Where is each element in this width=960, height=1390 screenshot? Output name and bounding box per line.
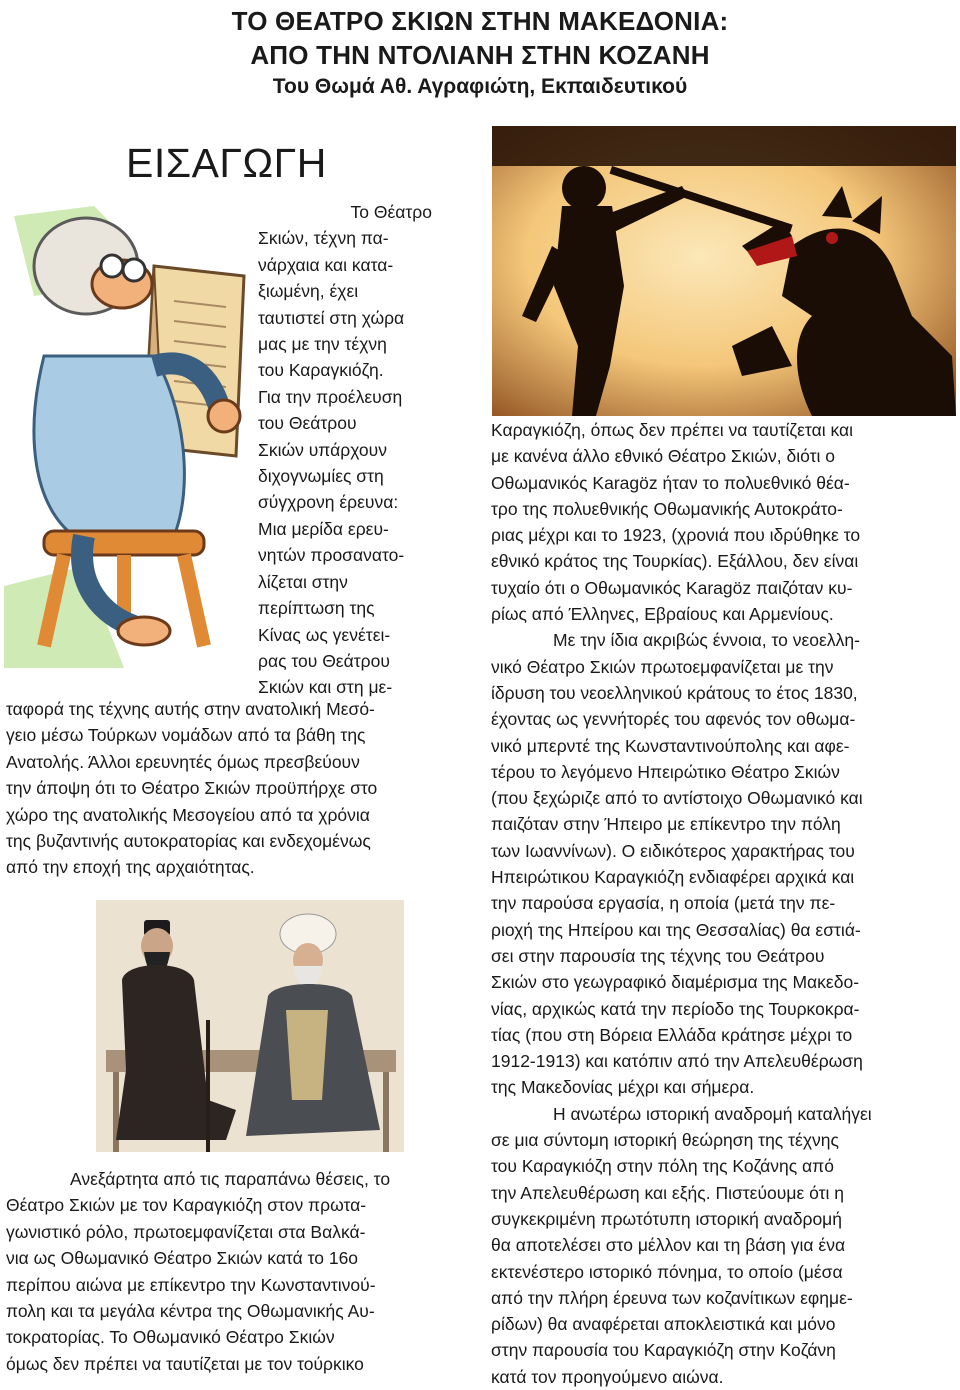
text-line: ρίδων) θα αναφέρεται αποκλειστικά και μόνο: [491, 1314, 836, 1335]
text-line: κατά τον προηγούμενο αιώνα.: [491, 1366, 724, 1387]
karagiozis-reading-illustration: [4, 206, 264, 668]
text-line: έχοντας ως γεννήτορές του αφενός τον οθωμα-: [491, 709, 856, 730]
text-line: της βυζαντινής αυτοκρατορίας και ενδεχομένως: [6, 831, 371, 852]
text-line: χώρο της ανατολικής Μεσογείου από τα χρόνια: [6, 804, 370, 825]
text-line: εθνικό κράτος της Τουρκίας). Εξάλλου, δεν είναι: [491, 551, 859, 572]
text-line: του Θεάτρου: [258, 413, 357, 434]
intro-paragraph-part2: [6, 696, 480, 881]
text-line: Ανεξάρτητα από τις παραπάνω θέσεις, το: [70, 1169, 391, 1189]
text-line: Θέατρο Σκιών με τον Καραγκιόζη στον πρωτα-: [6, 1195, 367, 1216]
text-line: την Απελευθέρωση και εξής. Πιστεύουμε ότι η: [491, 1182, 844, 1203]
text-line: πολη και τα μεγάλα κέντρα της Οθωμανικής Αυ-: [6, 1301, 375, 1322]
text-line: όμως δεν πρέπει να ταυτίζεται με τον τούρκικο: [6, 1353, 364, 1374]
text-line: Ανατολής. Άλλοι ερευνητές όμως πρεσβεύουν: [6, 751, 360, 772]
two-seated-men-painting: [96, 900, 404, 1152]
text-line: Σκιών υπάρχουν: [258, 439, 387, 460]
text-line: σύγχρονη έρευνα:: [258, 492, 399, 513]
text-line: Με την ίδια ακριβώς έννοια, το νεοελλη-: [553, 630, 860, 651]
text-line: από την πλήρη έρευνα των κοζανίτικων εφημε-: [491, 1287, 853, 1308]
text-line: συγκεκριμένη πρωτότυπη ιστορική αναδρομή: [491, 1208, 842, 1229]
text-line: με κανένα άλλο εθνικό Θέατρο Σκιών, διότι ο: [491, 446, 836, 467]
text-line: θα αποτελέσει στο μέλλον και τη βάση για ένα: [491, 1235, 846, 1256]
text-line: νικό Θέατρο Σκιών πρωτοεμφανίζεται με την: [491, 656, 834, 677]
text-line: ριας μέχρι και το 1923, (χρονιά που ιδρύθηκε το: [491, 525, 861, 546]
author-line: Του Θωμά Αθ. Αγραφιώτη, Εκπαιδευτικού: [272, 75, 688, 98]
text-line: Το Θέατρο: [350, 202, 432, 222]
text-line: (που ξεχώριζε από το αντίστοιχο Οθωμανικό και: [491, 788, 863, 809]
title-line-2: ΑΠΟ ΤΗΝ ΝΤΟΛΙΑΝΗ ΣΤΗΝ ΚΟΖΑΝΗ: [250, 40, 710, 70]
text-line: στην παρουσία του Καραγκιόζη στην Κοζάνη: [491, 1340, 836, 1361]
text-line: Σκιών και στη με-: [258, 677, 393, 698]
shadow-puppet-photo: [492, 126, 956, 416]
text-line: ξιωμένη, έχει: [258, 281, 359, 302]
text-line: Μια μερίδα ερευ-: [258, 518, 389, 539]
text-line: ταυτιστεί στη χώρα: [258, 307, 405, 328]
text-line: Σκιών, τέχνη πα-: [258, 228, 389, 249]
text-line: τέρου το λεγόμενο Ηπειρώτικο Θέατρο Σκιών: [491, 761, 840, 782]
text-line: 1912-1913) και κατόπιν από την Απελευθέρωση: [491, 1051, 863, 1072]
text-line: ταφορά της τέχνης αυτής στην ανατολική Μεσό-: [6, 699, 375, 719]
text-line: τοκρατορίας. Το Οθωμανικό Θέατρο Σκιών: [6, 1327, 335, 1348]
text-line: νια ως Οθωμανικό Θέατρο Σκιών κατά το 16ο: [6, 1248, 359, 1269]
text-line: περίπου αιώνα με επίκεντρο την Κωνσταντινού-: [6, 1274, 376, 1295]
text-line: μας με την τέχνη: [258, 334, 387, 355]
text-line: γειο μέσω Τούρκων νομάδων από τα βάθη της: [6, 725, 366, 746]
text-line: νάρχαια και κατα-: [258, 254, 394, 275]
text-line: Η ανωτέρω ιστορική αναδρομή καταλήγει: [553, 1103, 872, 1124]
text-line: Για την προέλευση: [258, 386, 403, 407]
text-line: εκτενέστερο ιστορικό πόνημα, το οποίο (μέσα: [491, 1261, 843, 1282]
text-line: περίπτωση της: [258, 598, 375, 619]
text-line: την άποψη ότι το Θέατρο Σκιών προϋπήρχε στο: [6, 778, 378, 799]
text-line: τίας (που στη Βόρεια Ελλάδα κράτησε μέχρι το: [491, 1024, 853, 1045]
text-line: νικό μπερντέ της Κωνσταντινούπολης και αφε-: [491, 735, 850, 756]
article-header: [110, 4, 850, 102]
text-line: διχογνωμίες στη: [258, 466, 384, 487]
text-line: λίζεται στην: [258, 571, 348, 592]
text-line: Καραγκιόζη, όπως δεν πρέπει να ταυτίζεται και: [491, 420, 853, 440]
text-line: τρο της πολυεθνικής Οθωμανικής Αυτοκράτο-: [491, 498, 843, 519]
text-line: Οθωμανικός Karagöz ήταν το πολυεθνικό θέα-: [491, 472, 850, 493]
text-line: ρίως από Έλληνες, Εβραίους και Αρμενίους.: [491, 604, 834, 625]
text-line: σε μια σύντομη ιστορική θεώρηση της τέχνης: [491, 1130, 839, 1151]
section-title: ΕΙΣΑΓΩΓΗ: [126, 140, 327, 186]
text-line: Κίνας ως γενέτει-: [258, 624, 391, 645]
right-column-text: [491, 417, 957, 1390]
text-line: παιζόταν στην Ήπειρο με επίκεντρο την πόλη: [491, 814, 841, 835]
text-line: ίδρυση του νεοελληνικού κράτους το έτος 1830,: [491, 682, 858, 703]
right-column-paragraph-1: [491, 417, 957, 627]
text-line: Ηπειρώτικου Καραγκιόζη ενδιαφέρει αρχικά και: [491, 867, 855, 888]
text-line: ρας του Θεάτρου: [258, 650, 390, 671]
text-line: της Μακεδονίας μέχρι και σήμερα.: [491, 1077, 755, 1098]
text-line: γωνιστικό ρόλο, πρωτοεμφανίζεται στα Βαλκά-: [6, 1221, 366, 1242]
text-line: τυχαίο ότι ο Οθωμανικός Karagöz παιζόταν κυ-: [491, 577, 853, 598]
text-line: από την εποχή της αρχαιότητας.: [6, 857, 255, 878]
intro-paragraph-part1: [258, 199, 468, 701]
text-line: σει στην παρουσία της τέχνης του Θεάτρου: [491, 945, 825, 966]
text-line: νίας, αρχικώς κατά την περίοδο της Τουρκοκρα-: [491, 998, 860, 1019]
text-line: ριοχή της Ηπείρου και της Θεσσαλίας) θα εστιά-: [491, 919, 861, 940]
text-line: του Καραγκιόζη.: [258, 360, 384, 381]
left-column-bottom-paragraph: [6, 1166, 484, 1377]
text-line: Σκιών στο γεωγραφικό διαμέρισμα της Μακεδο-: [491, 972, 860, 993]
right-column-paragraph-3: [491, 1101, 957, 1390]
text-line: των Ιωαννίνων). Ο ειδικότερος χαρακτήρας του: [491, 840, 855, 861]
right-column-paragraph-2: [491, 627, 957, 1100]
text-line: νητών προσανατο-: [258, 545, 405, 566]
text-line: του Καραγκιόζη στην πόλη της Κοζάνης από: [491, 1156, 834, 1177]
title-line-1: ΤΟ ΘΕΑΤΡΟ ΣΚΙΩΝ ΣΤΗΝ ΜΑΚΕΔΟΝΙΑ:: [231, 6, 729, 36]
text-line: την παρούσα εργασία, η οποία (μετά την πε-: [491, 893, 836, 914]
